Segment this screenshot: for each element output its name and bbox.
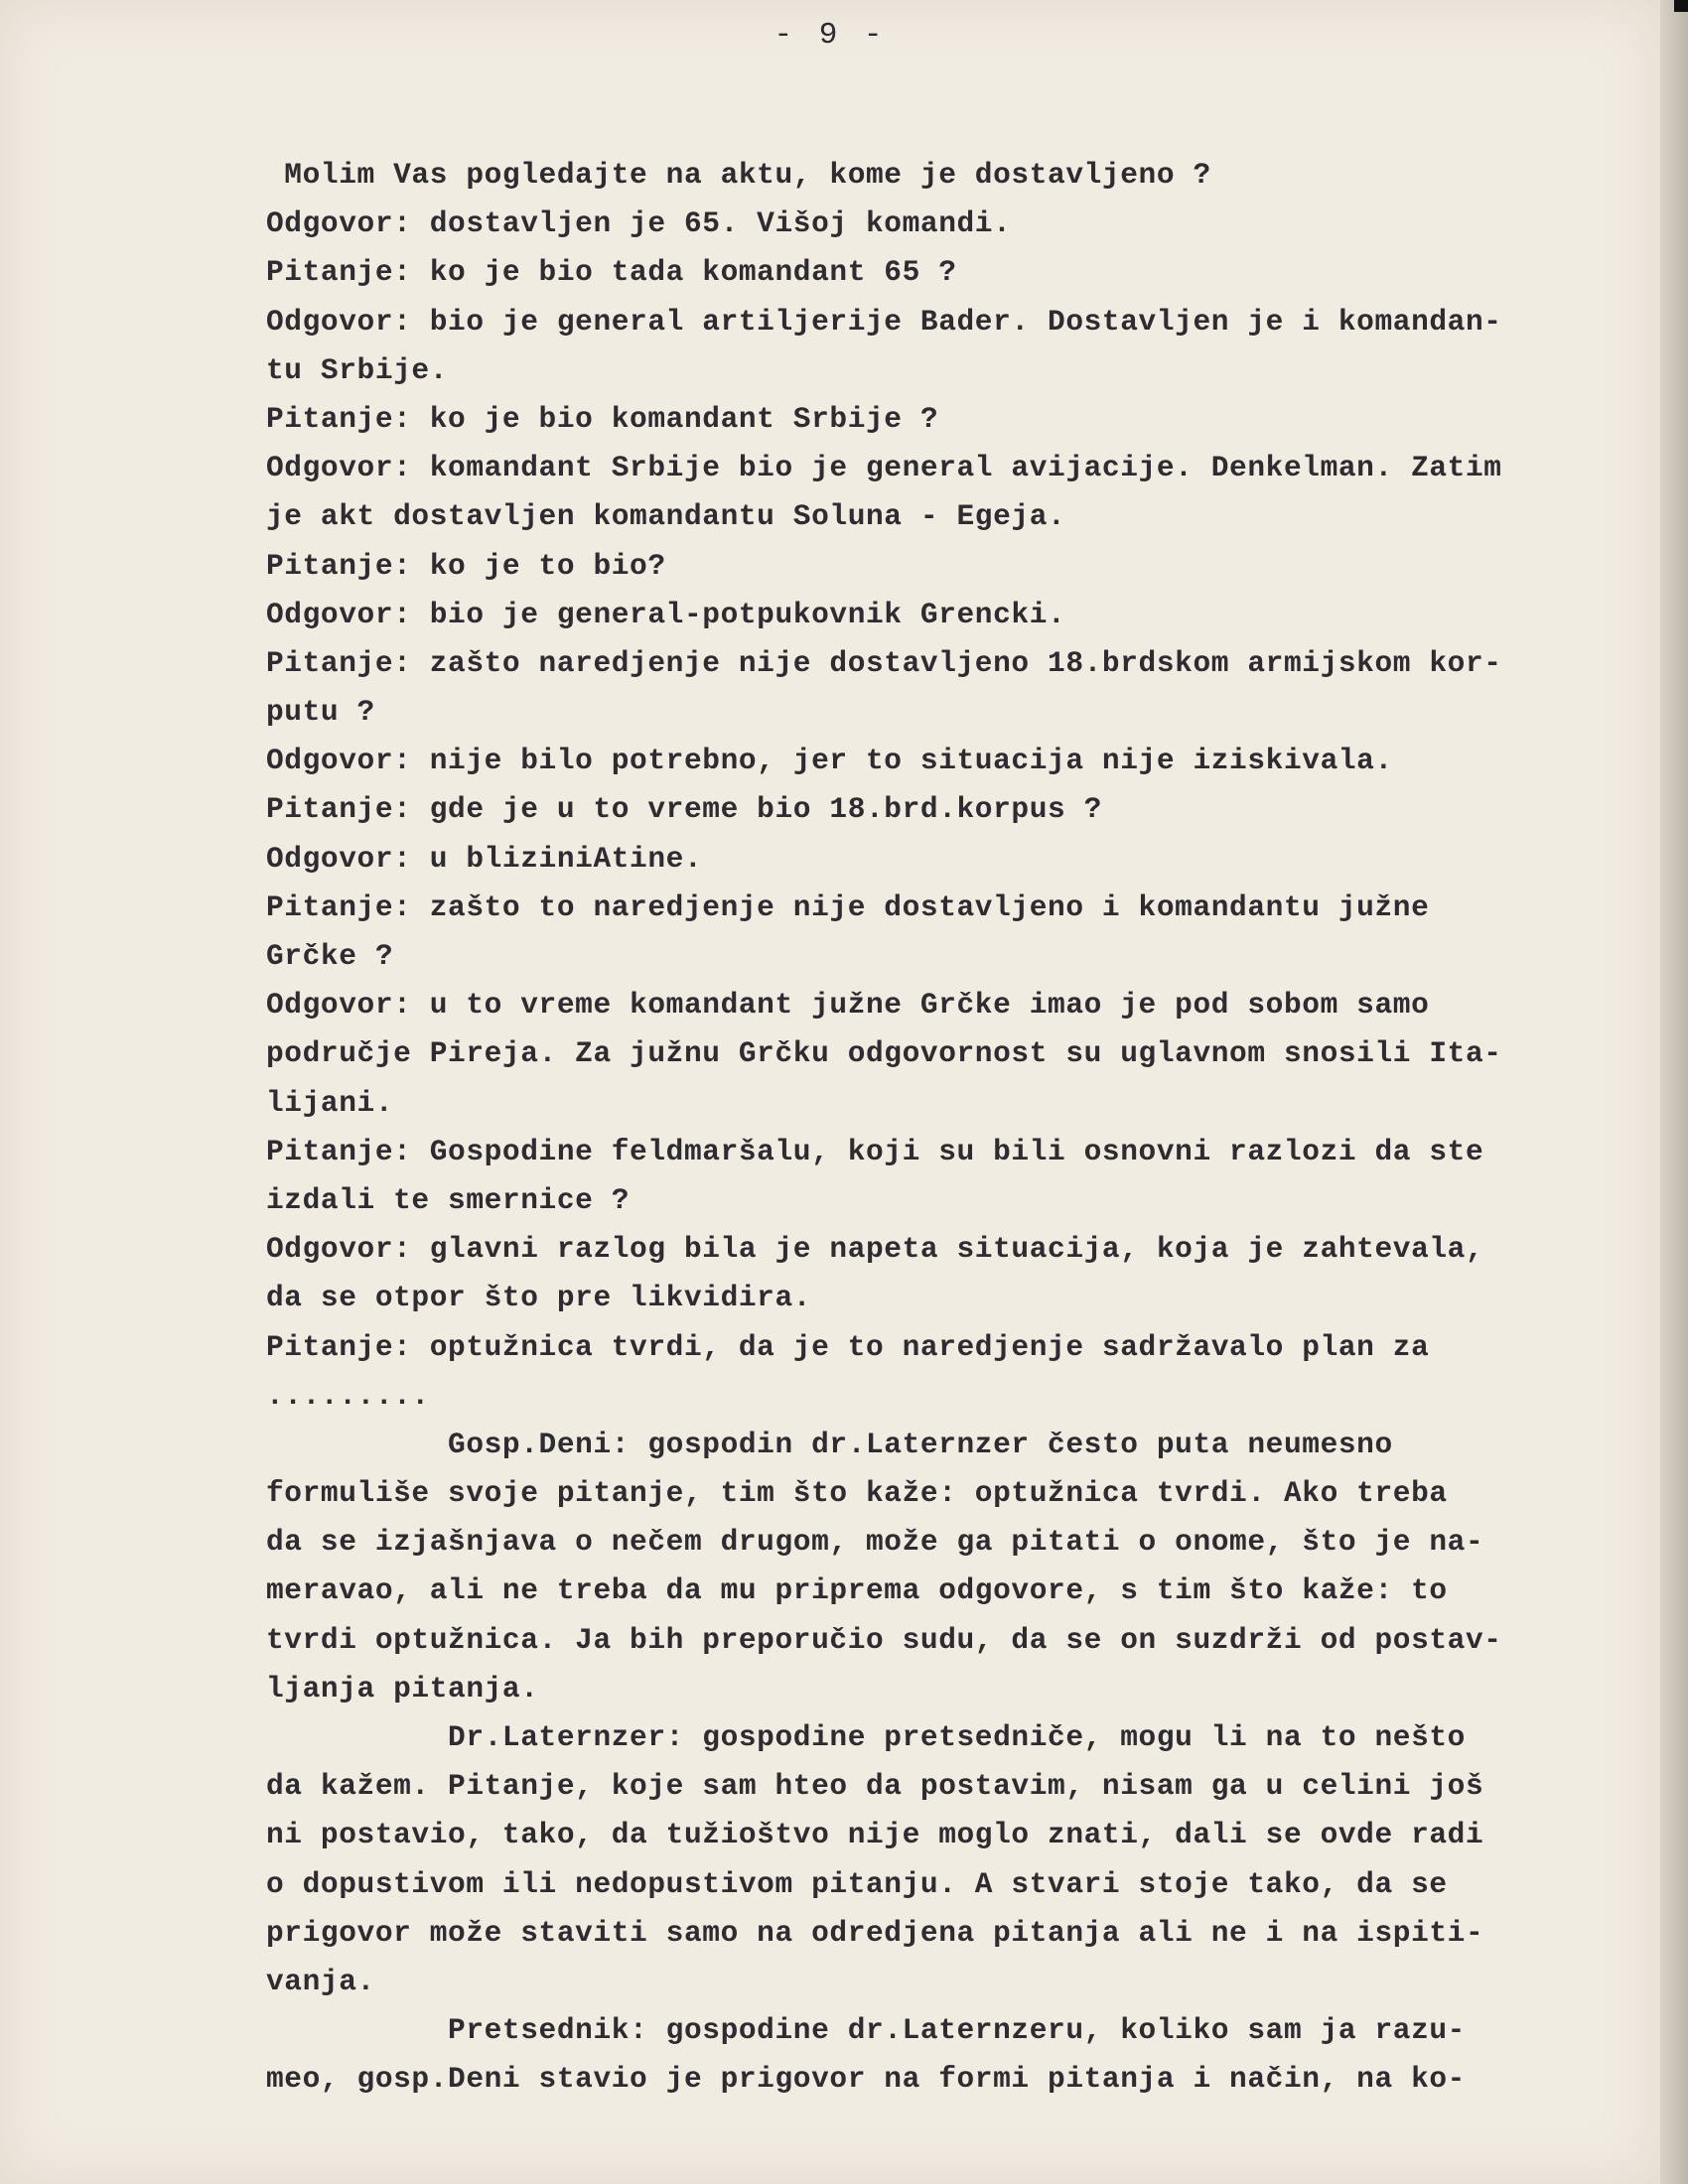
text-line: ni postavio, tako, da tužioštvo nije moglo znati, dali se ovde radi: [266, 1818, 1484, 1852]
text-line: tu Srbije.: [266, 352, 449, 387]
text-line: vanja.: [266, 1964, 375, 1998]
text-line: tvrdi optužnica. Ja bih preporučio sudu, da se on suzdrži od postav-: [266, 1622, 1502, 1657]
scan-edge: [1660, 0, 1688, 2184]
document-body: [266, 151, 1656, 2105]
text-line: Odgovor: dostavljen je 65. Višoj komandi.: [266, 206, 1012, 241]
page-number: - 9 -: [774, 18, 887, 53]
text-line: da kažem. Pitanje, koje sam hteo da postavim, nisam ga u celini još: [266, 1769, 1484, 1804]
text-line: Odgovor: u to vreme komandant južne Grčke imao je pod sobom samo: [266, 988, 1430, 1023]
text-line: je akt dostavljen komandantu Soluna - Egeja.: [266, 499, 1066, 534]
text-line: područje Pireja. Za južnu Grčku odgovornost su uglavnom snosili Ita-: [266, 1036, 1502, 1071]
text-line: meravao, ali ne treba da mu priprema odgovore, s tim što kaže: to: [266, 1573, 1448, 1608]
text-line: Odgovor: nije bilo potrebno, jer to situacija nije iziskivala.: [266, 744, 1393, 778]
text-line: da se izjašnjava o nečem drugom, može ga pitati o onome, što je na-: [266, 1525, 1484, 1560]
text-line: Pitanje: ko je bio tada komandant 65 ?: [266, 255, 957, 290]
text-line: Odgovor: bio je general artiljerije Bader. Dostavljen je i komandan-: [266, 304, 1502, 339]
text-line: prigovor može staviti samo na odredjena pitanja ali ne i na ispiti-: [266, 1915, 1484, 1950]
text-line: Gosp.Deni: gospodin dr.Laternzer često puta neumesno: [266, 1427, 1393, 1461]
text-line: Dr.Laternzer: gospodine pretsedniče, mogu li na to nešto: [266, 1720, 1466, 1754]
text-line: da se otpor što pre likvidira.: [266, 1281, 812, 1315]
text-line: Pitanje: zašto to naredjenje nije dostavljeno i komandantu južne: [266, 889, 1430, 924]
text-line: Pretsednik: gospodine dr.Laternzeru, koliko sam ja razu-: [266, 2013, 1466, 2048]
text-line: Odgovor: bio je general-potpukovnik Grencki.: [266, 597, 1066, 631]
text-line: .........: [266, 1378, 430, 1413]
text-line: Odgovor: glavni razlog bila je napeta situacija, koja je zahtevala,: [266, 1232, 1484, 1267]
text-line: izdali te smernice ?: [266, 1182, 631, 1217]
text-line: meo, gosp.Deni stavio je prigovor na formi pitanja i način, na ko-: [266, 2062, 1466, 2097]
text-line: ljanja pitanja.: [266, 1671, 539, 1706]
text-line: putu ?: [266, 695, 375, 730]
text-line: Pitanje: optužnica tvrdi, da je to naredjenje sadržavalo plan za: [266, 1329, 1430, 1364]
text-line: Pitanje: ko je bio komandant Srbije ?: [266, 401, 939, 436]
text-line: Grčke ?: [266, 939, 394, 973]
text-line: formuliše svoje pitanje, tim što kaže: optužnica tvrdi. Ako treba: [266, 1476, 1448, 1511]
text-line: Molim Vas pogledajte na aktu, kome je dostavljeno ?: [266, 158, 1211, 192]
text-line: o dopustivom ili nedopustivom pitanju. A stvari stoje tako, da se: [266, 1866, 1448, 1901]
text-line: Pitanje: ko je to bio?: [266, 548, 666, 583]
text-line: Odgovor: komandant Srbije bio je general avijacije. Denkelman. Zatim: [266, 451, 1502, 485]
text-line: Pitanje: zašto naredjenje nije dostavljeno 18.brdskom armijskom kor-: [266, 645, 1502, 680]
text-line: Pitanje: Gospodine feldmaršalu, koji su bili osnovni razlozi da ste: [266, 1134, 1484, 1168]
text-line: Pitanje: gde je u to vreme bio 18.brd.korpus ?: [266, 792, 1102, 827]
scan-corner: [1674, 0, 1688, 12]
text-line: Odgovor: u bliziniAtine.: [266, 841, 703, 876]
text-line: lijani.: [266, 1085, 394, 1120]
